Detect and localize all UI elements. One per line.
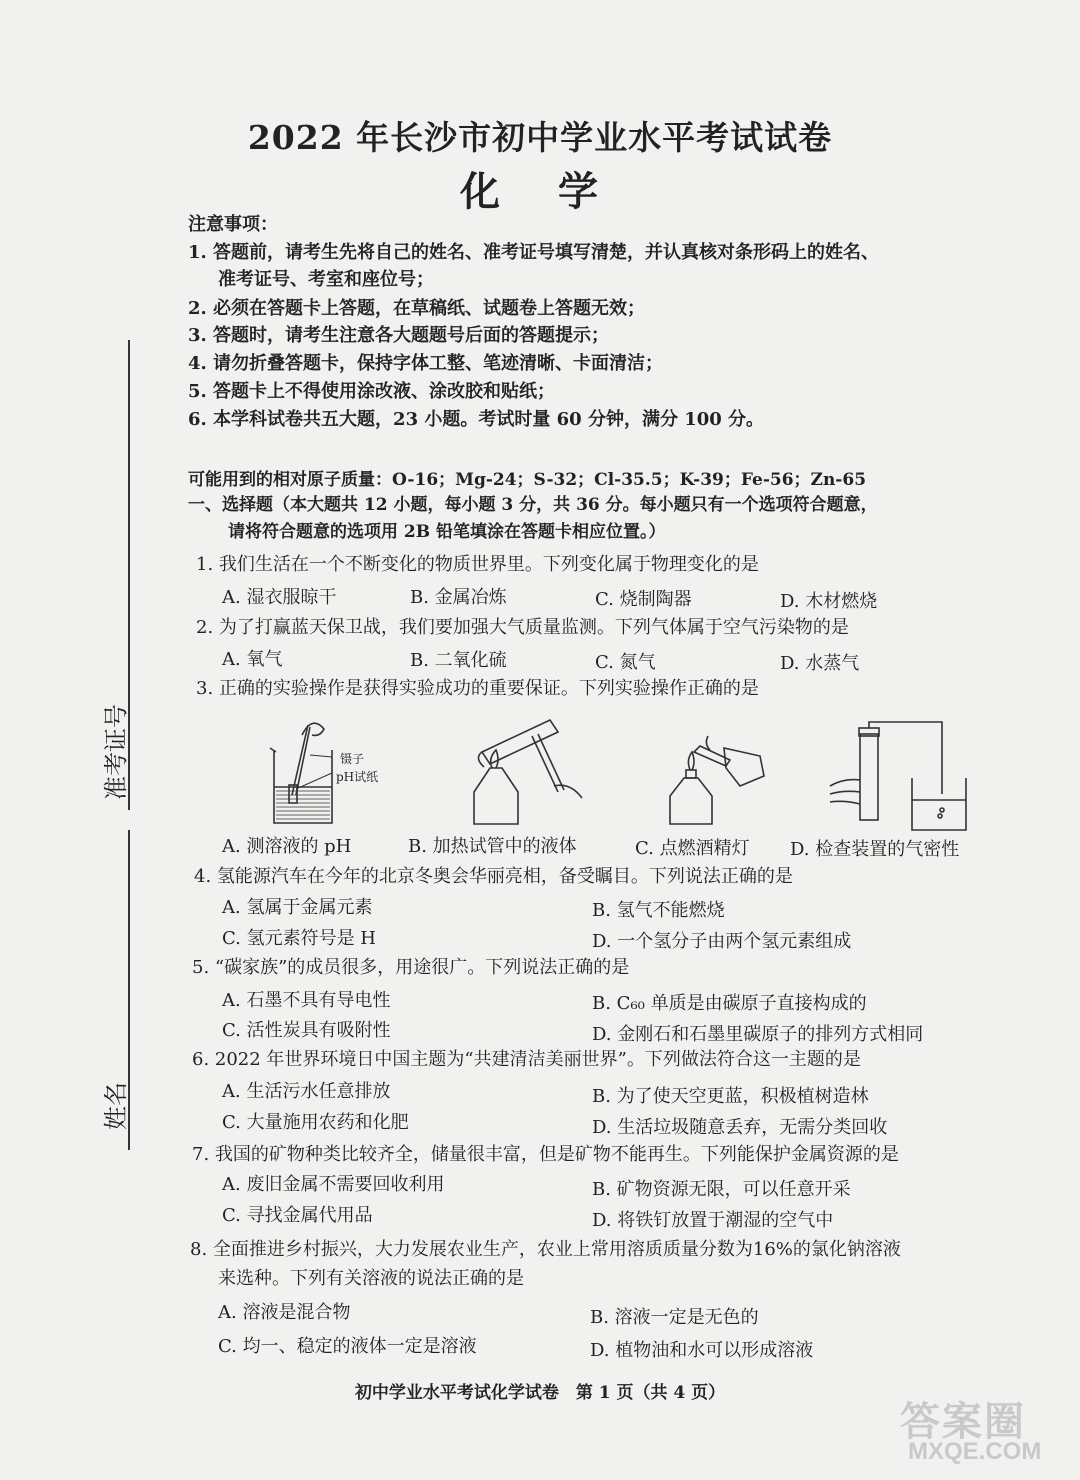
option-c: C. 寻找金属代用品: [222, 1205, 373, 1226]
ph-paper-label: pH试纸: [336, 770, 379, 784]
option-a: A. 湿衣服晾干: [222, 587, 337, 608]
option-c: C. 大量施用农药和化肥: [222, 1112, 409, 1133]
notice-item: 1. 答题前，请考生先将自己的姓名、准考证号填写清楚，并认真核对条形码上的姓名、: [188, 242, 880, 263]
ph-test-figure: [262, 715, 402, 830]
option-d: D. 木材燃烧: [780, 591, 878, 612]
option-d: D. 生活垃圾随意丢弃，无需分类回收: [592, 1117, 888, 1138]
notice-item: 6. 本学科试卷共五大题，23 小题。考试时量 60 分钟，满分 100 分。: [188, 409, 765, 430]
notice-item: 2. 必须在答题卡上答题，在草稿纸、试题卷上答题无效；: [188, 298, 646, 319]
name-label: 姓名: [102, 1082, 130, 1130]
option-b: B. 氢气不能燃烧: [592, 900, 725, 921]
option-c: C. 均一、稳定的液体一定是溶液: [218, 1336, 477, 1357]
question-stem: 7. 我国的矿物种类比较齐全，储量很丰富，但是矿物不能再生。下列能保护金属资源的是: [192, 1144, 899, 1165]
option-b: B. 为了使天空更蓝，积极植树造林: [592, 1086, 869, 1107]
watermark-text: 答案圈: [900, 1398, 1026, 1445]
question-stem: 4. 氢能源汽车在今年的北京冬奥会华丽亮相，备受瞩目。下列说法正确的是: [194, 866, 793, 887]
option-b: B. 加热试管中的液体: [408, 836, 577, 857]
exam-title: 2022 年长沙市初中学业水平考试试卷: [247, 118, 833, 157]
subject-title: 化 学: [460, 168, 620, 215]
question-stem: 6. 2022 年世界环境日中国主题为“共建清洁美丽世界”。下列做法符合这一主题的是: [192, 1049, 861, 1070]
option-d: D. 一个氢分子由两个氢元素组成: [592, 931, 852, 952]
question-stem: 2. 为了打赢蓝天保卫战，我们要加强大气质量监测。下列气体属于空气污染物的是: [196, 617, 849, 638]
notice-item: 5. 答题卡上不得使用涂改液、涂改胶和贴纸；: [188, 381, 556, 402]
option-d: D. 水蒸气: [780, 653, 860, 674]
alcohol-lamp-figure: [664, 730, 774, 830]
exam-number-label: 准考证号: [102, 704, 130, 800]
airtightness-figure: [826, 720, 976, 832]
question-stem: 5. “碳家族”的成员很多，用途很广。下列说法正确的是: [192, 957, 630, 978]
option-b: B. 溶液一定是无色的: [590, 1307, 759, 1328]
tweezers-label: 镊子: [340, 752, 365, 766]
option-a: A. 废旧金属不需要回收利用: [222, 1174, 445, 1195]
option-c: C. 活性炭具有吸附性: [222, 1020, 391, 1041]
notice-item: 4. 请勿折叠答题卡，保持字体工整、笔迹清晰、卡面清洁；: [188, 353, 664, 374]
option-c: C. 氢元素符号是 H: [222, 928, 376, 949]
page-footer: 初中学业水平考试化学试卷 第 1 页（共 4 页）: [354, 1383, 726, 1403]
atomic-masses: 可能用到的相对原子质量：O-16；Mg-24；S-32；Cl-35.5；K-39；Fe-56；Zn-65: [188, 470, 867, 490]
option-d: D. 检查装置的气密性: [790, 839, 960, 860]
option-a: A. 生活污水任意排放: [222, 1081, 391, 1102]
option-a: A. 测溶液的 pH: [222, 836, 352, 857]
option-b: B. 二氧化硫: [410, 650, 507, 671]
option-b: B. 矿物资源无限，可以任意开采: [592, 1179, 851, 1200]
option-b: B. 金属冶炼: [410, 587, 507, 608]
notice-item: 准考证号、考室和座位号；: [218, 269, 434, 290]
notice-heading: 注意事项：: [188, 214, 278, 235]
watermark-logo: [900, 1390, 1070, 1470]
section-heading: 一、选择题（本大题共 12 小题，每小题 3 分，共 36 分。每小题只有一个选项符合题意，: [188, 495, 878, 515]
option-d: D. 将铁钉放置于潮湿的空气中: [592, 1210, 834, 1231]
question-stem: 1. 我们生活在一个不断变化的物质世界里。下列变化属于物理变化的是: [196, 554, 759, 575]
question-stem: 3. 正确的实验操作是获得实验成功的重要保证。下列实验操作正确的是: [196, 678, 759, 699]
option-c: C. 氮气: [595, 652, 656, 673]
option-c: C. 烧制陶器: [595, 589, 692, 610]
section-instruction: 请将符合题意的选项用 2B 铅笔填涂在答题卡相应位置。）: [228, 522, 666, 542]
option-b: B. C₆₀ 单质是由碳原子直接构成的: [592, 993, 867, 1014]
option-a: A. 石墨不具有导电性: [222, 990, 391, 1011]
option-d: D. 植物油和水可以形成溶液: [590, 1340, 814, 1361]
option-d: D. 金刚石和石墨里碳原子的排列方式相同: [592, 1024, 924, 1045]
option-a: A. 氢属于金属元素: [222, 897, 373, 918]
question-stem-continued: 来选种。下列有关溶液的说法正确的是: [218, 1268, 524, 1289]
heating-tube-figure: [462, 712, 592, 832]
watermark-url: MXQE.COM: [908, 1438, 1042, 1465]
option-a: A. 溶液是混合物: [218, 1302, 351, 1323]
notice-item: 3. 答题时，请考生注意各大题题号后面的答题提示；: [188, 325, 610, 346]
option-a: A. 氧气: [222, 649, 283, 670]
question-stem: 8. 全面推进乡村振兴，大力发展农业生产，农业上常用溶质质量分数为16%的氯化钠溶液: [190, 1239, 901, 1260]
option-c: C. 点燃酒精灯: [635, 838, 750, 859]
